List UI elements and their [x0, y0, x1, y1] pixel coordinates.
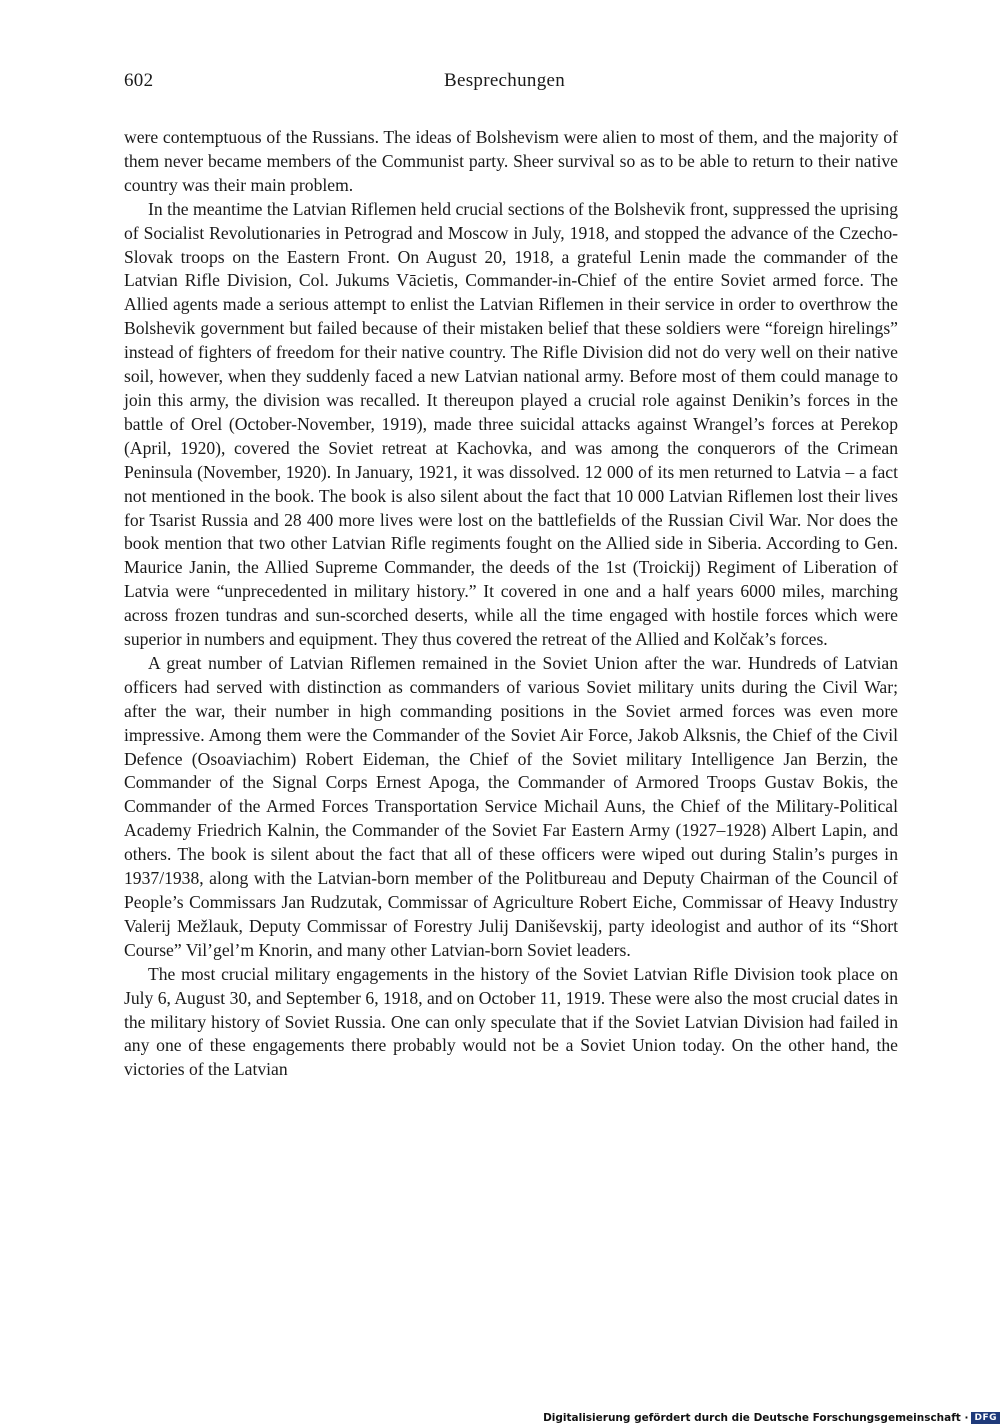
dfg-logo: DFG	[971, 1412, 1000, 1424]
page-header	[124, 70, 898, 94]
digitization-credit	[543, 1412, 1000, 1424]
body-text	[124, 126, 898, 1082]
running-head: Besprechungen	[444, 70, 566, 91]
paragraph-crucial-engagements: The most crucial military engagements in the history of the Soviet Latvian Rifle Division took place on July 6, August 30, and September 6, 1918, and on October 11, 1919. These were also the most crucial dates in the military history of Soviet Russia. One can only speculate that if the Soviet Latvian Division had failed in any one of these engagements there probably would not be a Soviet Union today. On the other hand, the victories of the Latvian	[124, 963, 898, 1080]
paragraph-officers-purges: A great number of Latvian Riflemen remained in the Soviet Union after the war. Hundreds of Latvian officers had served with distinction as commanders of various Soviet military units during the Civil War; after the war, their number in high commanding positions in the Soviet armed forces was even more impressive. Among them were the Commander of the Soviet Air Force, Jakob Alksnis, the Chief of the Civil Defence (Osoaviachim) Robert Eideman, the Chief of the Soviet military Intelligence Jan Berzin, the Commander of the Signal Corps Ernest Apoga, the Commander of Armored Troops Gustav Bokis, the Commander of the Armed Forces Transportation Service Michail Auns, the Chief of the Military-Political Academy Friedrich Kalnin, the Commander of the Soviet Far Eastern Army (1927–1928) Albert Lapin, and others. The book is silent about the fact that all of these officers were wiped out during Stalin’s purges in 1937/1938, along with the Latvian-born member of the Politbureau and Deputy Chairman of the Council of People’s Commissars Jan Rudzutak, Commissar of Agriculture Robert Eiche, Commissar of Heavy Industry Valerij Mežlauk, Deputy Commissar of Forestry Julij Daniševskij, party ideologist and author of its “Short Course” Vil’gel’m Knorin, and many other Latvian-born Soviet leaders.	[124, 652, 898, 960]
paragraph-latvian-riflemen-front: In the meantime the Latvian Riflemen held crucial sections of the Bolshevik front, suppressed the uprising of Socialist Revolutionaries in Petrograd and Moscow in July, 1918, and stopped the advance of the Czecho-Slovak troops on the Eastern Front. On August 20, 1918, a grateful Lenin made the commander of the Latvian Rifle Division, Col. Jukums Vācietis, Commander-in-Chief of the entire Soviet armed force. The Allied agents made a serious attempt to enlist the Latvian Riflemen in their service in order to overthrow the Bolshevik government but failed because of their mistaken belief that these soldiers were “foreign hirelings” instead of fighters of freedom for their native country. The Rifle Division did not do very well on their native soil, however, when they suddenly faced a new Latvian national army. Before most of them could manage to join this army, the division was recalled. It thereupon played a crucial role against Denikin’s forces in the battle of Orel (October-November, 1919), made three suicidal attacks against Wrangel’s forces at Perekop (April, 1920), covered the Soviet retreat at Kachovka, and was among the conquerors of the Crimean Peninsula (November, 1920). In January, 1921, it was dissolved. 12 000 of its men returned to Latvia – a fact not mentioned in the book. The book is also silent about the fact that 10 000 Latvian Riflemen lost their lives for Tsarist Russia and 28 400 more lives were lost on the battlefields of the Russian Civil War. Nor does the book mention that two other Latvian Rifle regiments fought on the Allied side in Siberia. According to Gen. Maurice Janin, the Allied Supreme Commander, the deeds of the 1st (Troickij) Regiment of Liberation of Latvia were “unprecedented in military history.” It covered in one and a half years 6000 miles, marching across frozen tundras and sun-scorched deserts, while all the time engaged with hostile forces which were superior in numbers and equipment. They thus covered the retreat of the Allied and Kolčak’s forces.	[124, 198, 898, 650]
credit-text: Digitalisierung gefördert durch die Deutsche Forschungsgemeinschaft ·	[543, 1412, 969, 1424]
page-number: 602	[124, 70, 154, 91]
paragraph-continuation: were contemptuous of the Russians. The ideas of Bolshevism were alien to most of them, and the majority of them never became members of the Communist party. Sheer survival so as to be able to return to their native country was their main problem.	[124, 127, 898, 195]
